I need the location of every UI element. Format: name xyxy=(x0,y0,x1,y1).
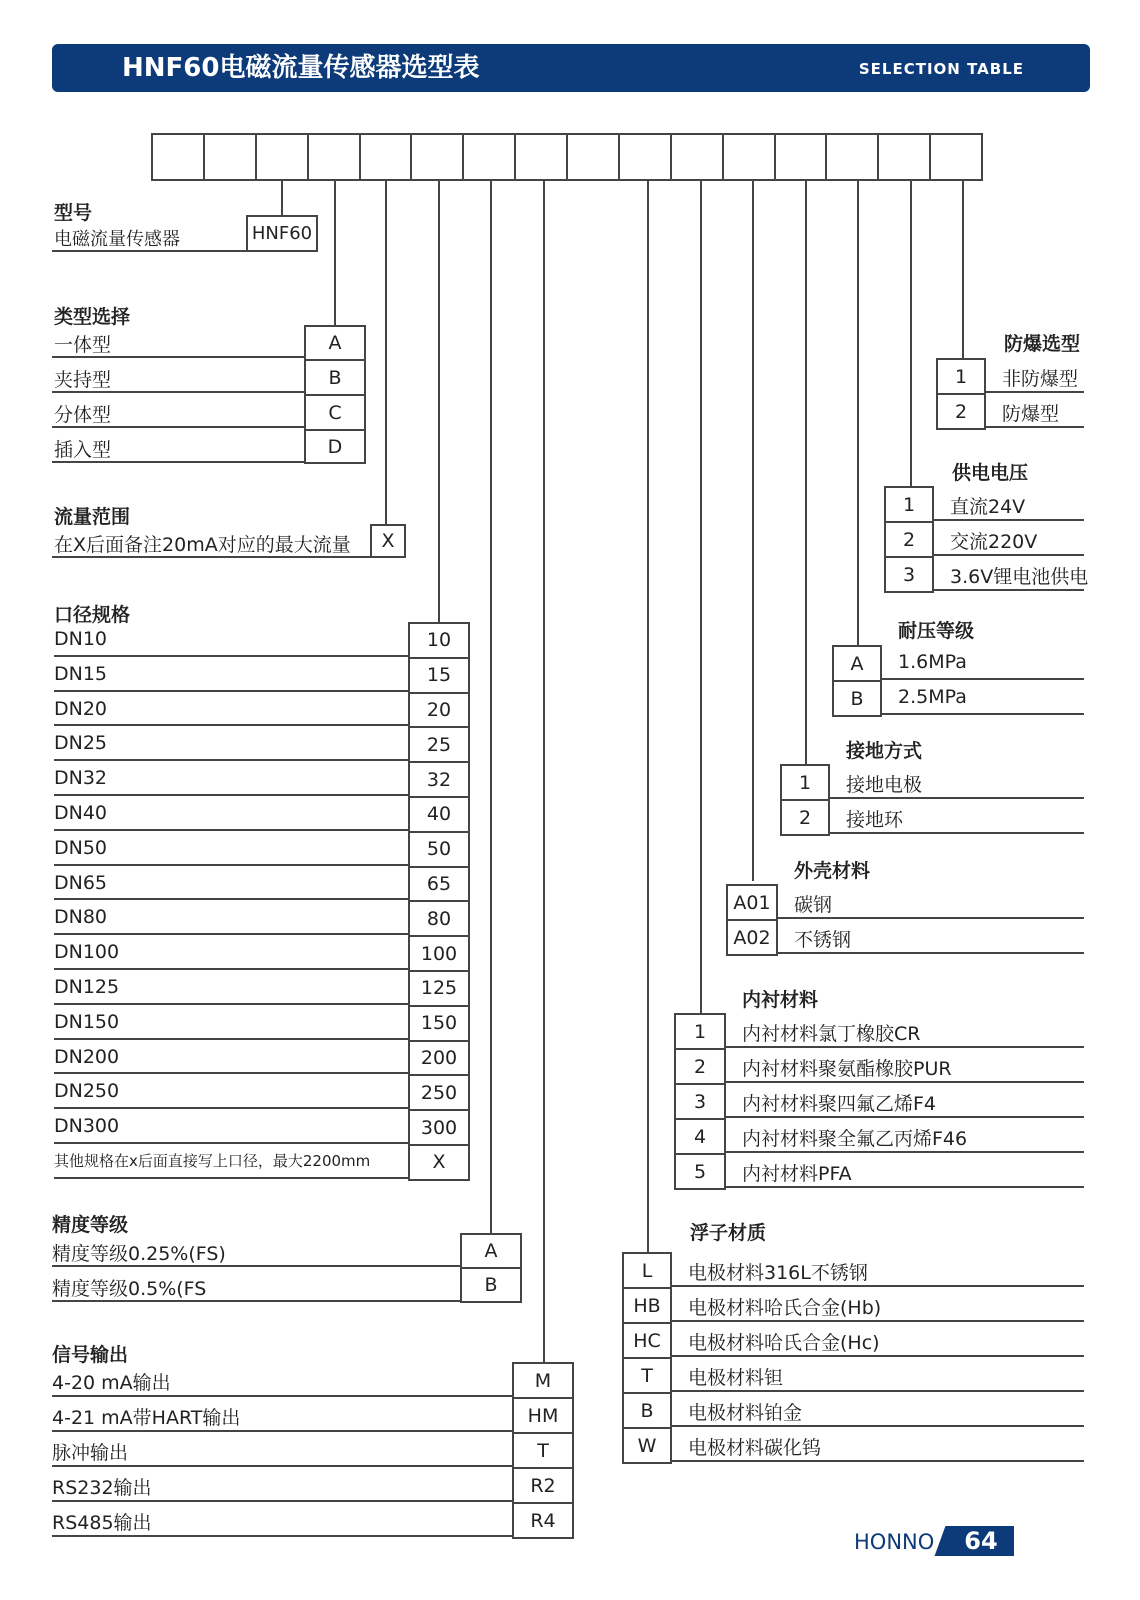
row-divider xyxy=(54,1003,410,1005)
code-cell xyxy=(620,135,672,179)
lining-title: 内衬材料 xyxy=(742,989,819,1011)
diameter-codes xyxy=(408,622,470,1181)
lining-label: 内衬材料聚四氟乙烯F4 xyxy=(742,1093,937,1115)
diameter-code: 125 xyxy=(410,972,468,1007)
housing-code: A02 xyxy=(733,926,771,949)
row-divider xyxy=(52,461,306,463)
accuracy-title: 精度等级 xyxy=(52,1214,129,1236)
power-label: 3.6V锂电池供电 xyxy=(950,566,1089,588)
lining-label: 内衬材料氯丁橡胶CR xyxy=(742,1023,921,1045)
row-divider xyxy=(52,1395,514,1397)
power-label: 直流24V xyxy=(950,496,1026,518)
explosion-label: 防爆型 xyxy=(1002,403,1060,425)
row-divider xyxy=(54,794,410,796)
row-divider xyxy=(54,1072,410,1074)
diameter-label: 其他规格在x后面直接写上口径，最大2200mm xyxy=(54,1152,371,1170)
row-divider xyxy=(52,250,248,252)
row-divider xyxy=(54,759,410,761)
row-divider xyxy=(54,1107,410,1109)
signal-label: 脉冲输出 xyxy=(52,1442,129,1464)
electrode-codes xyxy=(622,1252,672,1464)
row-divider xyxy=(776,917,1084,919)
page-subtitle: SELECTION TABLE xyxy=(858,60,1024,78)
housing-label: 不锈钢 xyxy=(794,929,852,951)
diameter-code: 300 xyxy=(410,1111,468,1146)
pressure-title: 耐压等级 xyxy=(898,620,975,642)
diameter-code: 200 xyxy=(410,1042,468,1077)
diameter-code: 32 xyxy=(410,763,468,798)
connector-explosion xyxy=(962,181,964,359)
connector-housing xyxy=(752,181,754,881)
connector-pressure xyxy=(857,181,859,645)
lining-codes xyxy=(674,1013,726,1190)
diameter-code: 25 xyxy=(410,728,468,763)
diameter-label: DN250 xyxy=(54,1080,120,1103)
accuracy-code: A xyxy=(462,1235,520,1269)
code-cell xyxy=(361,135,413,179)
model-title: 型号 xyxy=(54,202,93,224)
connector-lining xyxy=(700,181,702,1025)
lining-code: 1 xyxy=(676,1015,724,1050)
code-cell xyxy=(879,135,931,179)
row-divider xyxy=(932,589,1084,591)
explosion-codes xyxy=(936,358,986,430)
signal-title: 信号输出 xyxy=(52,1344,129,1366)
row-divider xyxy=(984,426,1084,428)
explosion-label: 非防爆型 xyxy=(1002,368,1079,390)
housing-code: A01 xyxy=(728,886,776,921)
row-divider xyxy=(724,1116,1084,1118)
diameter-title: 口径规格 xyxy=(54,604,131,626)
diameter-label: DN200 xyxy=(54,1045,120,1068)
grounding-title: 接地方式 xyxy=(846,740,923,762)
connector-model xyxy=(281,181,283,217)
power-title: 供电电压 xyxy=(952,462,1029,484)
diameter-label: DN100 xyxy=(54,941,120,964)
row-divider xyxy=(828,797,1084,799)
code-cell xyxy=(464,135,516,179)
electrode-code: L xyxy=(624,1254,670,1289)
pressure-label: 2.5MPa xyxy=(898,686,967,708)
row-divider xyxy=(54,898,410,900)
code-cell xyxy=(309,135,361,179)
electrode-code: T xyxy=(624,1359,670,1394)
signal-code: R4 xyxy=(530,1509,556,1532)
code-cell xyxy=(153,135,205,179)
pressure-codes xyxy=(832,645,882,717)
type-code: A xyxy=(306,327,364,361)
code-cell xyxy=(672,135,724,179)
power-code: 3 xyxy=(902,563,916,586)
row-divider xyxy=(54,1038,410,1040)
lining-code: 5 xyxy=(693,1160,707,1183)
connector-accuracy xyxy=(490,181,492,1234)
accuracy-codes xyxy=(460,1233,522,1303)
diameter-label: DN15 xyxy=(54,662,108,685)
row-divider xyxy=(828,832,1084,834)
diameter-label: DN20 xyxy=(54,697,108,720)
row-divider xyxy=(932,554,1084,556)
type-label: 一体型 xyxy=(54,334,112,356)
grounding-code: 2 xyxy=(798,806,812,829)
model-code: HNF60 xyxy=(246,215,318,252)
signal-code: T xyxy=(514,1434,572,1469)
explosion-code: 1 xyxy=(938,360,984,395)
diameter-label: DN65 xyxy=(54,871,108,894)
code-cell xyxy=(724,135,776,179)
electrode-label: 电极材料316L不锈钢 xyxy=(688,1262,868,1284)
pressure-code: A xyxy=(834,647,880,682)
connector-type xyxy=(334,181,336,326)
pressure-code: B xyxy=(850,687,864,710)
signal-code: R2 xyxy=(514,1469,572,1504)
type-label: 插入型 xyxy=(54,439,112,461)
lining-label: 内衬材料聚全氟乙丙烯F46 xyxy=(742,1128,968,1150)
row-divider xyxy=(670,1390,1084,1392)
row-divider xyxy=(54,1142,410,1144)
diameter-label: DN25 xyxy=(54,732,108,755)
flow-title: 流量范围 xyxy=(54,506,131,528)
code-cell xyxy=(412,135,464,179)
code-cell xyxy=(931,135,981,179)
power-code: 1 xyxy=(886,488,932,523)
row-divider xyxy=(670,1460,1084,1462)
signal-code: HM xyxy=(514,1399,572,1434)
row-divider xyxy=(670,1320,1084,1322)
diameter-label: DN150 xyxy=(54,1010,120,1033)
row-divider xyxy=(52,1300,462,1302)
code-cell xyxy=(827,135,879,179)
electrode-label: 电极材料哈氏合金(Hb) xyxy=(688,1297,882,1319)
connector-electrode xyxy=(647,181,649,1254)
connector-grounding xyxy=(805,181,807,764)
row-divider xyxy=(724,1186,1084,1188)
power-codes xyxy=(884,486,934,593)
housing-codes xyxy=(726,884,778,956)
accuracy-label: 精度等级0.5%(FS xyxy=(52,1278,207,1300)
type-title: 类型选择 xyxy=(54,306,131,328)
signal-code: M xyxy=(514,1364,572,1399)
type-code: D xyxy=(327,435,343,458)
connector-diameter xyxy=(438,181,440,622)
accuracy-label: 精度等级0.25%(FS) xyxy=(52,1243,226,1265)
model-label: 电磁流量传感器 xyxy=(54,229,180,250)
row-divider xyxy=(724,1151,1084,1153)
row-divider xyxy=(52,356,306,358)
signal-codes xyxy=(512,1362,574,1539)
type-code: B xyxy=(306,361,364,396)
electrode-label: 电极材料碳化钨 xyxy=(688,1437,822,1459)
code-cell xyxy=(776,135,828,179)
grounding-label: 接地环 xyxy=(846,809,904,831)
lining-code: 2 xyxy=(676,1050,724,1085)
lining-label: 内衬材料聚氨酯橡胶PUR xyxy=(742,1058,952,1080)
diameter-code: 10 xyxy=(410,624,468,659)
row-divider xyxy=(52,1465,514,1467)
diameter-label: DN300 xyxy=(54,1115,120,1138)
pressure-label: 1.6MPa xyxy=(898,651,967,673)
grounding-label: 接地电极 xyxy=(846,774,923,796)
connector-power xyxy=(910,181,912,491)
connector-flow xyxy=(385,181,387,525)
row-divider xyxy=(724,1081,1084,1083)
code-cell xyxy=(568,135,620,179)
diameter-code: 150 xyxy=(410,1007,468,1042)
diameter-label: DN125 xyxy=(54,976,120,998)
row-divider xyxy=(54,724,410,726)
row-divider xyxy=(880,713,1084,715)
row-divider xyxy=(54,968,410,970)
header-bar xyxy=(52,44,1090,92)
accuracy-code: B xyxy=(484,1274,498,1296)
row-divider xyxy=(54,933,410,935)
page-number: 64 xyxy=(948,1526,1014,1556)
signal-label: 4-21 mA带HART输出 xyxy=(52,1407,241,1429)
grounding-code: 1 xyxy=(782,766,828,801)
explosion-code: 2 xyxy=(954,400,968,423)
type-code: C xyxy=(306,396,364,431)
row-divider xyxy=(52,1265,462,1267)
diameter-code: 80 xyxy=(410,902,468,937)
row-divider xyxy=(984,391,1084,393)
diameter-code: 20 xyxy=(410,694,468,729)
electrode-code: W xyxy=(637,1434,657,1457)
code-cell xyxy=(205,135,257,179)
diameter-code: 40 xyxy=(410,798,468,833)
type-label: 分体型 xyxy=(54,404,112,426)
diameter-code: 250 xyxy=(410,1076,468,1111)
connector-signal xyxy=(543,181,545,1363)
electrode-label: 电极材料铂金 xyxy=(688,1402,803,1424)
power-label: 交流220V xyxy=(950,531,1038,553)
row-divider xyxy=(54,655,410,657)
row-divider xyxy=(670,1425,1084,1427)
diameter-code: 50 xyxy=(410,833,468,868)
electrode-code: HB xyxy=(624,1289,670,1324)
code-cell xyxy=(257,135,309,179)
diameter-code: 15 xyxy=(410,659,468,694)
row-divider xyxy=(54,829,410,831)
row-divider xyxy=(52,1430,514,1432)
type-codes xyxy=(304,325,366,464)
diameter-label: DN80 xyxy=(54,906,108,929)
housing-title: 外壳材料 xyxy=(794,860,871,882)
row-divider xyxy=(776,952,1084,954)
diameter-code: X xyxy=(432,1151,446,1174)
code-box xyxy=(151,133,983,181)
row-divider xyxy=(54,690,410,692)
lining-label: 内衬材料PFA xyxy=(742,1163,852,1185)
diameter-code: 100 xyxy=(410,937,468,972)
row-divider xyxy=(52,1500,514,1502)
electrode-code: B xyxy=(624,1394,670,1429)
row-divider xyxy=(52,391,306,393)
row-divider xyxy=(932,519,1084,521)
row-divider xyxy=(724,1046,1084,1048)
electrode-label: 电极材料哈氏合金(Hc) xyxy=(688,1332,880,1354)
signal-label: 4-20 mA输出 xyxy=(52,1372,171,1394)
page-title: HNF60电磁流量传感器选型表 xyxy=(122,53,480,83)
flow-label: 在X后面备注20mA对应的最大流量 xyxy=(54,534,351,556)
row-divider xyxy=(670,1355,1084,1357)
grounding-codes xyxy=(780,764,830,836)
diameter-label: DN32 xyxy=(54,767,108,790)
power-code: 2 xyxy=(886,523,932,558)
row-divider xyxy=(880,678,1084,680)
flow-code: X xyxy=(370,524,406,558)
code-cell xyxy=(516,135,568,179)
signal-label: RS485输出 xyxy=(52,1512,152,1534)
footer-brand: HONNO xyxy=(854,1530,935,1554)
row-divider xyxy=(52,426,306,428)
row-divider xyxy=(52,1535,514,1537)
lining-code: 3 xyxy=(676,1085,724,1120)
electrode-code: HC xyxy=(624,1324,670,1359)
diameter-code: 65 xyxy=(410,868,468,903)
type-label: 夹持型 xyxy=(54,369,112,391)
electrode-title: 浮子材质 xyxy=(690,1222,767,1244)
row-divider xyxy=(670,1285,1084,1287)
row-divider xyxy=(52,556,372,558)
row-divider xyxy=(54,1177,410,1179)
lining-code: 4 xyxy=(676,1120,724,1155)
electrode-label: 电极材料钽 xyxy=(688,1367,784,1389)
diameter-label: DN40 xyxy=(54,802,108,824)
housing-label: 碳钢 xyxy=(794,894,833,916)
signal-label: RS232输出 xyxy=(52,1477,152,1499)
explosion-title: 防爆选型 xyxy=(1004,333,1081,355)
diameter-label: DN50 xyxy=(54,836,108,859)
row-divider xyxy=(54,864,410,866)
diameter-label: DN10 xyxy=(54,628,108,650)
